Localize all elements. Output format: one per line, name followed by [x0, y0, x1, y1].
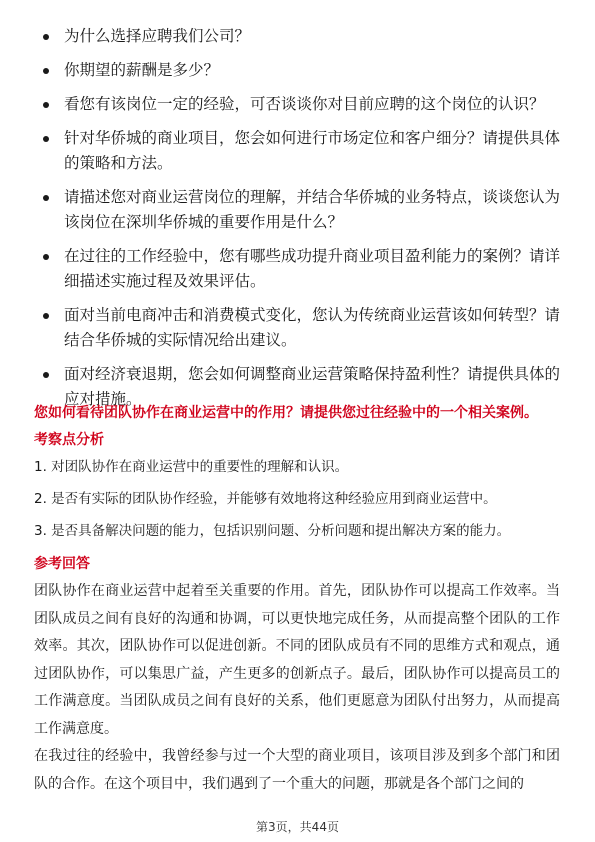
bullet-dot-icon	[43, 372, 49, 378]
question-list	[40, 24, 560, 421]
bullet-dot-icon	[43, 313, 49, 319]
bullet-dot-icon	[43, 34, 49, 40]
bullet-dot-icon	[43, 195, 49, 201]
analysis-title: 考察点分析	[34, 432, 104, 448]
bullet-dot-icon	[43, 136, 49, 142]
answer-paragraph: 在我过往的经验中，我曾经参与过一个大型的商业项目，该项目涉及到多个部门和团队的合作。在这个项目中，我们遇到了一个重大的问题，那就是各个部门之间的	[34, 748, 560, 792]
analysis-point: 2. 是否有实际的团队协作经验，并能够有效地将这种经验应用到商业运营中。	[34, 491, 497, 507]
bullet-dot-icon	[43, 68, 49, 74]
list-item	[40, 185, 560, 235]
answer-title: 参考回答	[34, 556, 90, 572]
analysis-point: 1. 对团队协作在商业运营中的重要性的理解和认识。	[34, 459, 349, 475]
list-item	[40, 58, 560, 83]
list-item-text: 看您有该岗位一定的经验，可否谈谈你对目前应聘的这个岗位的认识？	[64, 95, 545, 113]
page-number: 第3页，共44页	[256, 820, 339, 834]
answer-paragraph: 团队协作在商业运营中起着至关重要的作用。首先，团队协作可以提高工作效率。当团队成员之间有良好的沟通和协调，可以更快地完成任务，从而提高整个团队的工作效率。其次，团队协作可以促进创新。不同的团队成员有不同的思维方式和观点，通过团队协作，可以集思广益，产生更多的创新点子。最后，团队协作可以提高员工的工作满意度。当团队成员之间有良好的关系，他们更愿意为团队付出努力，从而提高工作满意度。	[34, 583, 560, 737]
list-item-text: 针对华侨城的商业项目，您会如何进行市场定位和客户细分？请提供具体的策略和方法。	[64, 129, 561, 172]
bullet-dot-icon	[43, 254, 49, 260]
featured-question: 您如何看待团队协作在商业运营中的作用？请提供您过往经验中的一个相关案例。	[34, 405, 538, 421]
list-item-text: 在过往的工作经验中，您有哪些成功提升商业项目盈利能力的案例？请详细描述实施过程及效果评估。	[64, 247, 561, 290]
list-item-text: 请描述您对商业运营岗位的理解，并结合华侨城的业务特点，谈谈您认为该岗位在深圳华侨城的重要作用是什么？	[64, 188, 561, 231]
analysis-points	[34, 456, 564, 552]
answer-body	[34, 578, 560, 798]
bullet-dot-icon	[43, 102, 49, 108]
list-item-text: 面对当前电商冲击和消费模式变化，您认为传统商业运营该如何转型？请结合华侨城的实际情况给出建议。	[64, 306, 561, 349]
list-item	[40, 92, 560, 117]
list-item-text: 你期望的薪酬是多少？	[64, 61, 220, 79]
analysis-point: 3. 是否具备解决问题的能力，包括识别问题、分析问题和提出解决方案的能力。	[34, 523, 511, 539]
list-item-text: 为什么选择应聘我们公司？	[64, 27, 251, 45]
list-item	[40, 244, 560, 294]
list-item	[40, 126, 560, 176]
list-item-text: 面对经济衰退期，您会如何调整商业运营策略保持盈利性？请提供具体的应对措施。	[64, 365, 561, 408]
list-item	[40, 24, 560, 49]
list-item	[40, 303, 560, 353]
